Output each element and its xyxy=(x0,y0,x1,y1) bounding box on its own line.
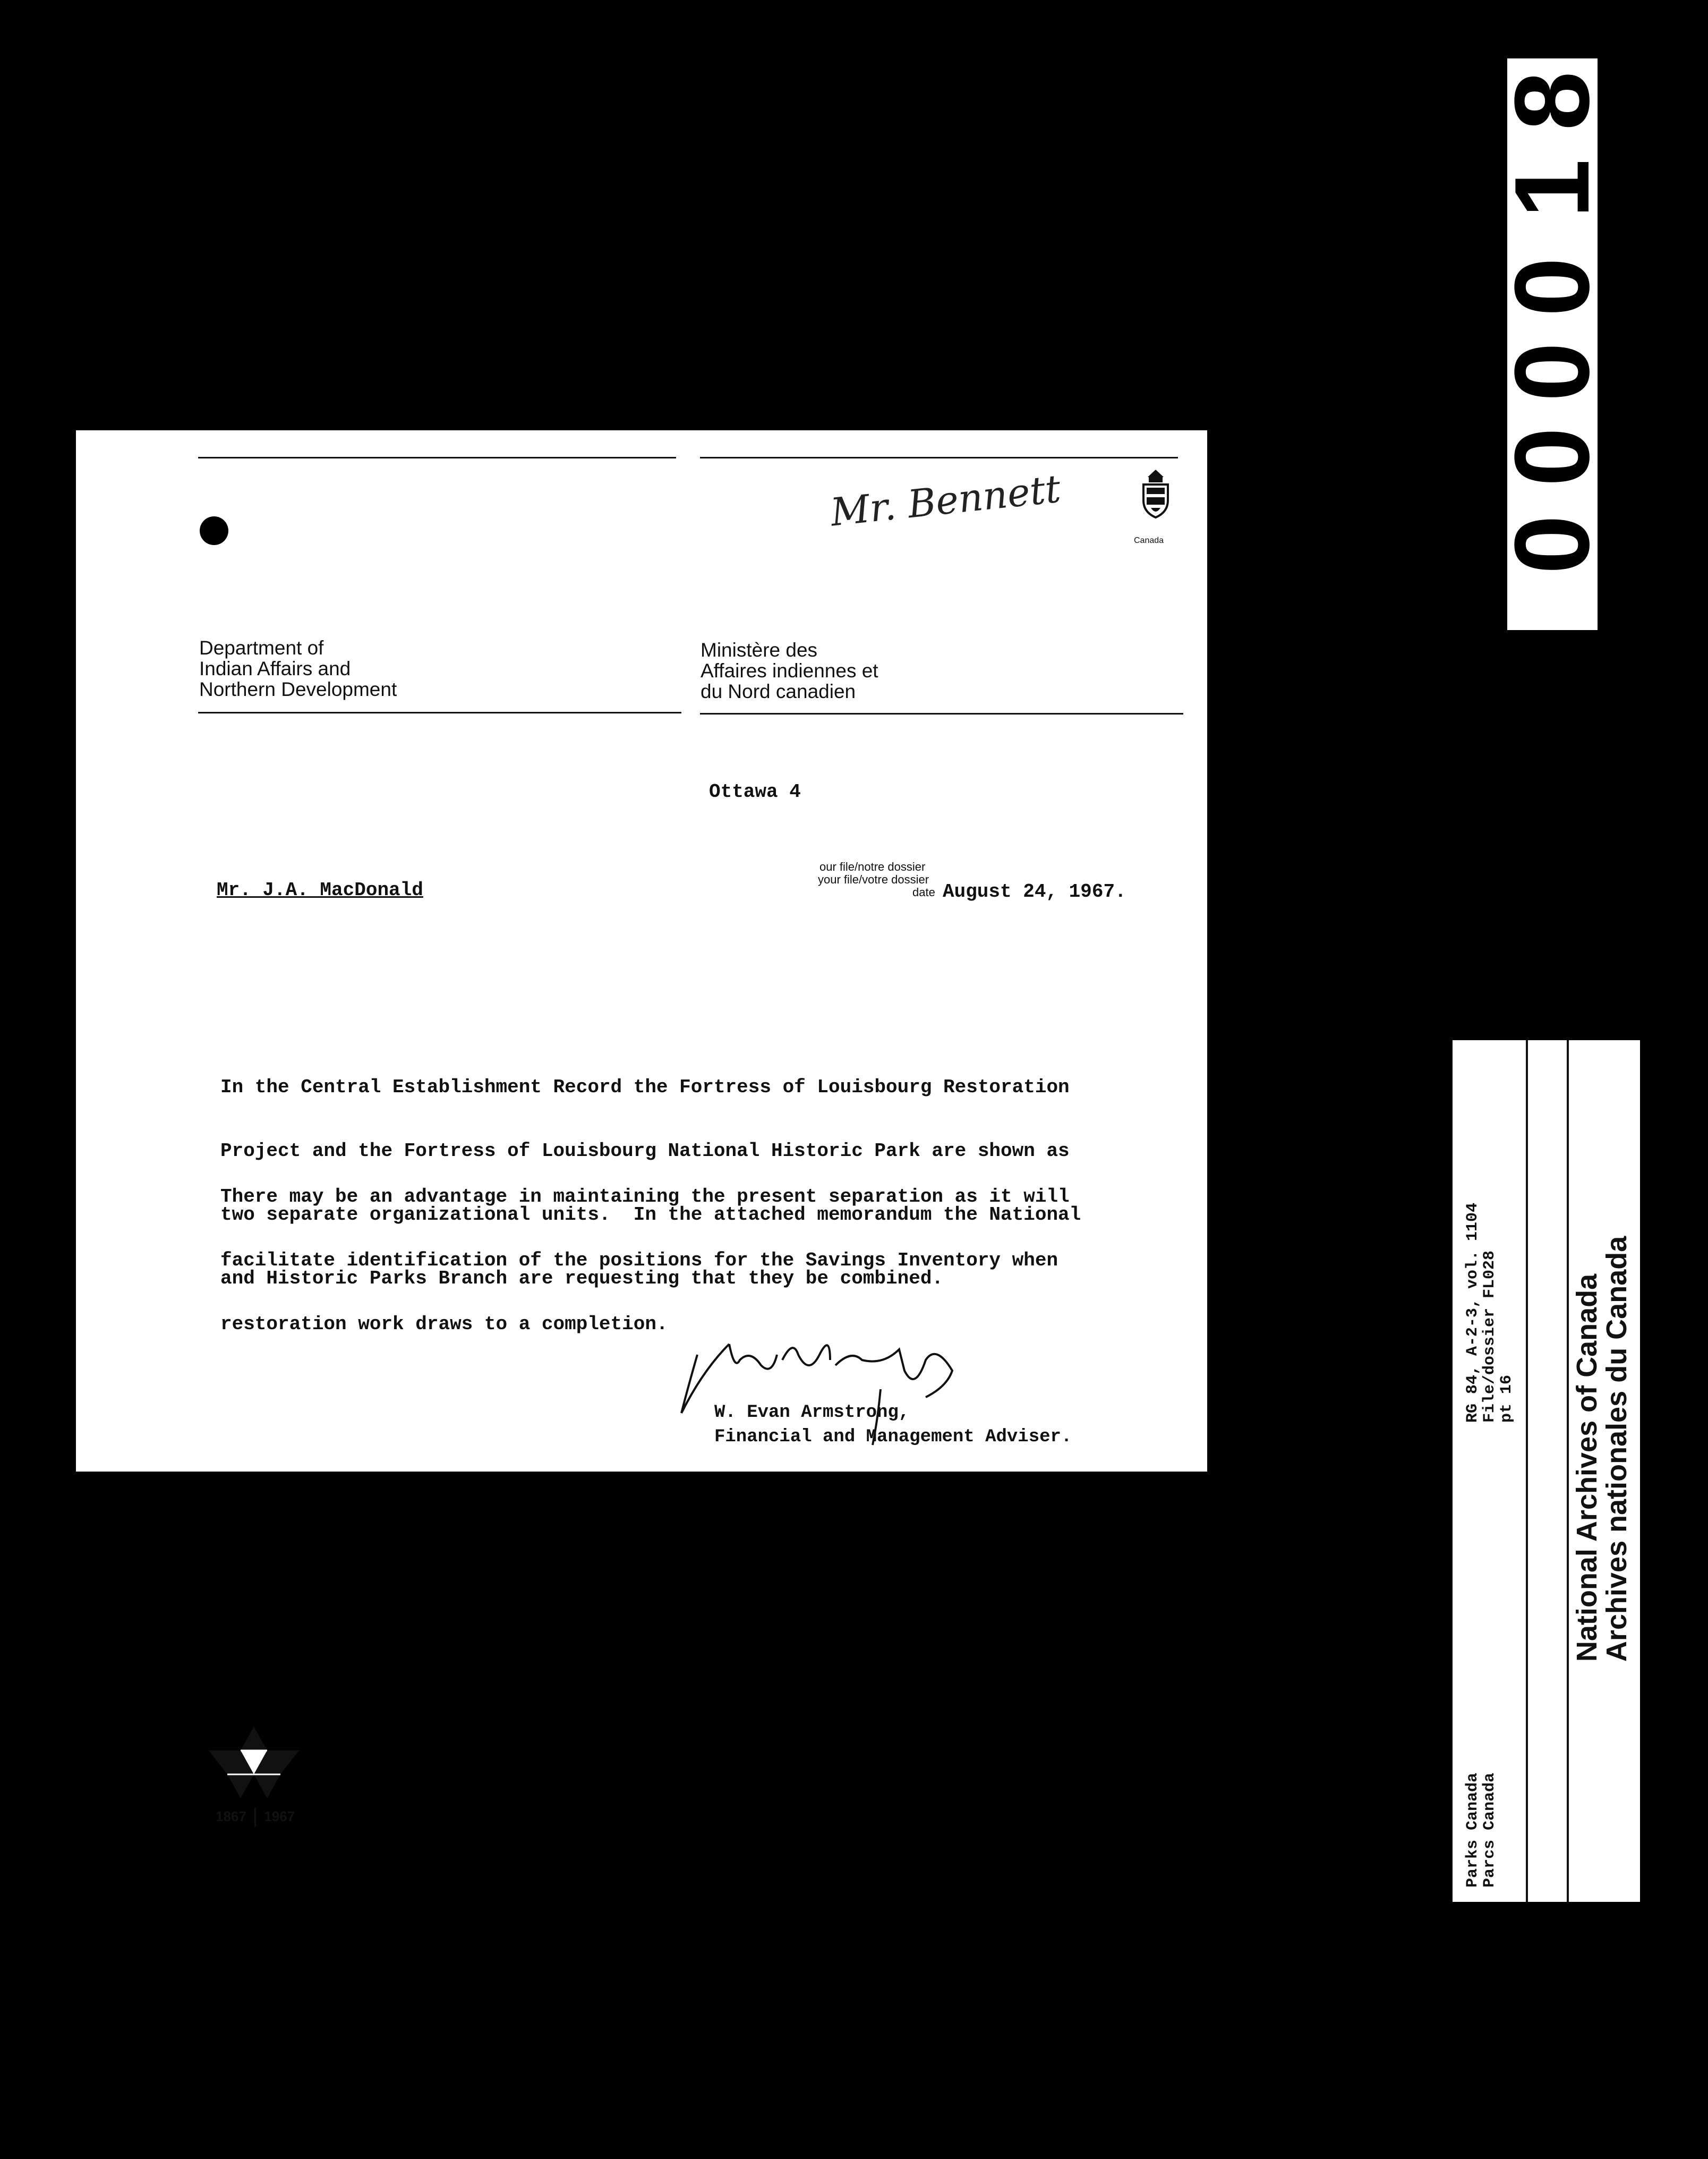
letterhead-english-line: Indian Affairs and xyxy=(199,658,351,679)
centennial-year-start: 1867 xyxy=(216,1808,246,1824)
emblem-label: Canada xyxy=(1134,536,1164,545)
paragraph-line: and Historic Parks Branch are requesting that they be combined. xyxy=(220,1268,944,1289)
letter-page xyxy=(76,430,1207,1824)
signatory-title: Financial and Management Adviser. xyxy=(714,1427,1072,1447)
letter-place: Ottawa 4 xyxy=(709,781,801,803)
letterhead-english-line: Department of xyxy=(199,637,324,659)
signatory-name: W. Evan Armstrong, xyxy=(714,1402,910,1423)
archive-reference xyxy=(1464,1203,1515,1423)
frame-digit: 8 xyxy=(1493,71,1611,131)
letterhead-english-line: Northern Development xyxy=(199,678,397,700)
institution-line: National Archives of Canada xyxy=(1571,1273,1603,1662)
archive-branch xyxy=(1464,1773,1498,1888)
paragraph-line: facilitate identification of the positions for the Savings Inventory when xyxy=(220,1250,1058,1271)
archive-label-strip xyxy=(1453,1040,1640,1902)
frame-number-strip xyxy=(1493,58,1611,630)
frame-digit: 0 xyxy=(1493,427,1611,487)
letterhead-english xyxy=(199,638,397,700)
archive-divider xyxy=(1526,1040,1528,1902)
paragraph-line: restoration work draws to a completion. xyxy=(220,1313,668,1335)
letterhead-french-line: Ministère des xyxy=(701,639,818,661)
frame-digit: 0 xyxy=(1493,257,1611,317)
branch-line: Parks Canada xyxy=(1464,1772,1482,1888)
paragraph-line: In the Central Establishment Record the Fortress of Louisbourg Restoration xyxy=(220,1076,1070,1098)
archive-divider xyxy=(1567,1040,1569,1902)
frame-digit: 0 xyxy=(1493,342,1611,402)
top-rule-right xyxy=(700,457,1178,458)
coat-of-arms-icon xyxy=(1137,468,1174,531)
reference-line: File/dossier FL028 xyxy=(1481,1250,1499,1423)
centennial-years xyxy=(216,1808,295,1827)
handwritten-note: Mr. Bennett xyxy=(828,466,1063,535)
letterhead-french-line: du Nord canadien xyxy=(701,681,856,702)
institution-line: Archives nationales du Canada xyxy=(1601,1236,1633,1662)
letterhead-rule-right xyxy=(700,713,1183,715)
letterhead-french-line: Affaires indiennes et xyxy=(701,660,878,682)
branch-line: Parcs Canada xyxy=(1481,1772,1499,1888)
archive-institution xyxy=(1572,1236,1632,1662)
letterhead-french xyxy=(701,640,878,702)
centennial-logo-icon xyxy=(209,1727,299,1801)
paragraph-line: There may be an advantage in maintaining the present separation as it will xyxy=(220,1186,1070,1208)
letterhead-rule-left xyxy=(198,712,681,713)
frame-digit: 1 xyxy=(1493,159,1611,218)
paragraph-line: Project and the Fortress of Louisbourg National Historic Park are shown as xyxy=(220,1140,1070,1162)
letter-date: August 24, 1967. xyxy=(943,881,1126,903)
top-rule-left xyxy=(198,457,676,458)
frame-digit: 0 xyxy=(1493,515,1611,574)
reference-line: pt 16 xyxy=(1498,1374,1516,1423)
file-label-date: date xyxy=(912,886,935,899)
centennial-year-end: 1967 xyxy=(264,1808,295,1824)
punch-hole xyxy=(200,516,228,545)
centennial-separator xyxy=(254,1808,256,1827)
file-label-our: our file/notre dossier xyxy=(819,860,926,873)
file-label-your: your file/votre dossier xyxy=(818,873,929,886)
paragraph-line: two separate organizational units. In the attached memorandum the National xyxy=(220,1204,1081,1226)
letter-addressee: Mr. J.A. MacDonald xyxy=(217,879,423,901)
reference-line: RG 84, A-2-3, vol. 1104 xyxy=(1464,1202,1482,1423)
